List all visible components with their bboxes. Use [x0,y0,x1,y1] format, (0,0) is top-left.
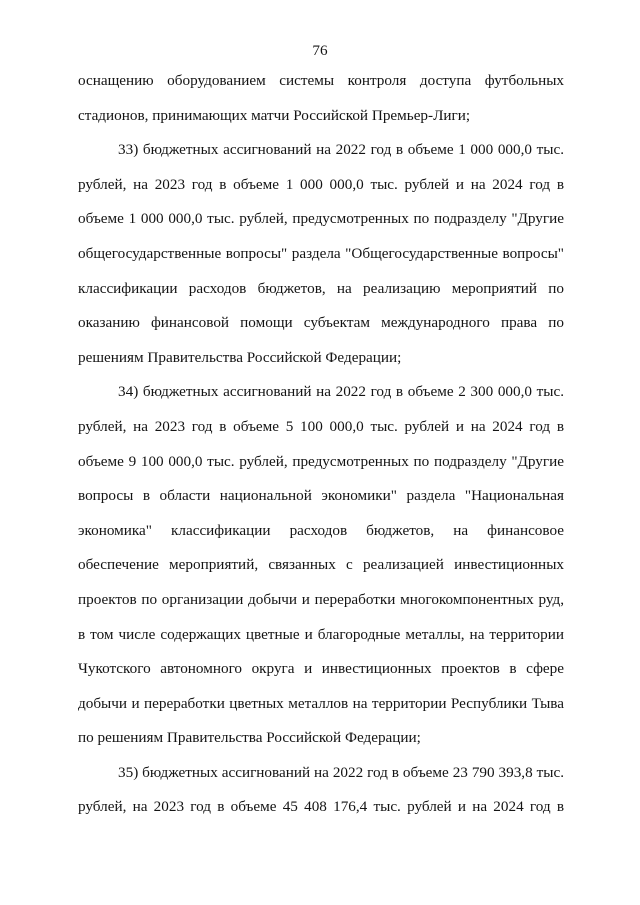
paragraph-line: объеме 1 000 000,0 тыс. рублей, предусмотренных по подразделу "Другие [78,210,564,228]
paragraph-line: вопросы в области национальной экономики" раздела "Национальная [78,487,564,505]
paragraph-line: обеспечение мероприятий, связанных с реализацией инвестиционных [78,556,564,574]
paragraph-line: в том числе содержащих цветные и благородные металлы, на территории [78,625,564,643]
paragraph-line: рублей, на 2023 год в объеме 5 100 000,0 тыс. рублей и на 2024 год в [78,417,564,435]
page-number: 76 [312,42,328,59]
paragraph-line: 33) бюджетных ассигнований на 2022 год в объеме 1 000 000,0 тыс. [118,141,564,159]
paragraph-line: общегосударственные вопросы" раздела "Общегосударственные вопросы" [78,244,564,262]
paragraph-line: экономика" классификации расходов бюджетов, на финансовое [78,521,564,539]
paragraph-line: добычи и переработки цветных металлов на территории Республики Тыва [78,694,564,712]
paragraph-line: классификации расходов бюджетов, на реализацию мероприятий по [78,279,564,297]
paragraph-line: рублей, на 2023 год в объеме 1 000 000,0 тыс. рублей и на 2024 год в [78,175,564,193]
paragraph-line: оснащению оборудованием системы контроля доступа футбольных [78,72,564,89]
paragraph-line: стадионов, принимающих матчи Российской Премьер-Лиги; [78,106,471,124]
body-text [78,64,564,825]
paragraph-line: 34) бюджетных ассигнований на 2022 год в объеме 2 300 000,0 тыс. [118,383,564,401]
paragraph-line: по решениям Правительства Российской Федерации; [78,729,421,747]
paragraph-line: оказанию финансовой помощи субъектам международного права по [78,314,564,332]
paragraph-line: Чукотского автономного округа и инвестиционных проектов в сфере [78,660,564,678]
paragraph-line: объеме 9 100 000,0 тыс. рублей, предусмотренных по подразделу "Другие [78,452,564,470]
paragraph-line: рублей, на 2023 год в объеме 45 408 176,4 тыс. рублей и на 2024 год в [78,798,564,816]
paragraph-line: 35) бюджетных ассигнований на 2022 год в объеме 23 790 393,8 тыс. [118,763,564,781]
paragraph-line: решениям Правительства Российской Федерации; [78,348,402,366]
paragraph-line: проектов по организации добычи и переработки многокомпонентных руд, [78,590,564,608]
